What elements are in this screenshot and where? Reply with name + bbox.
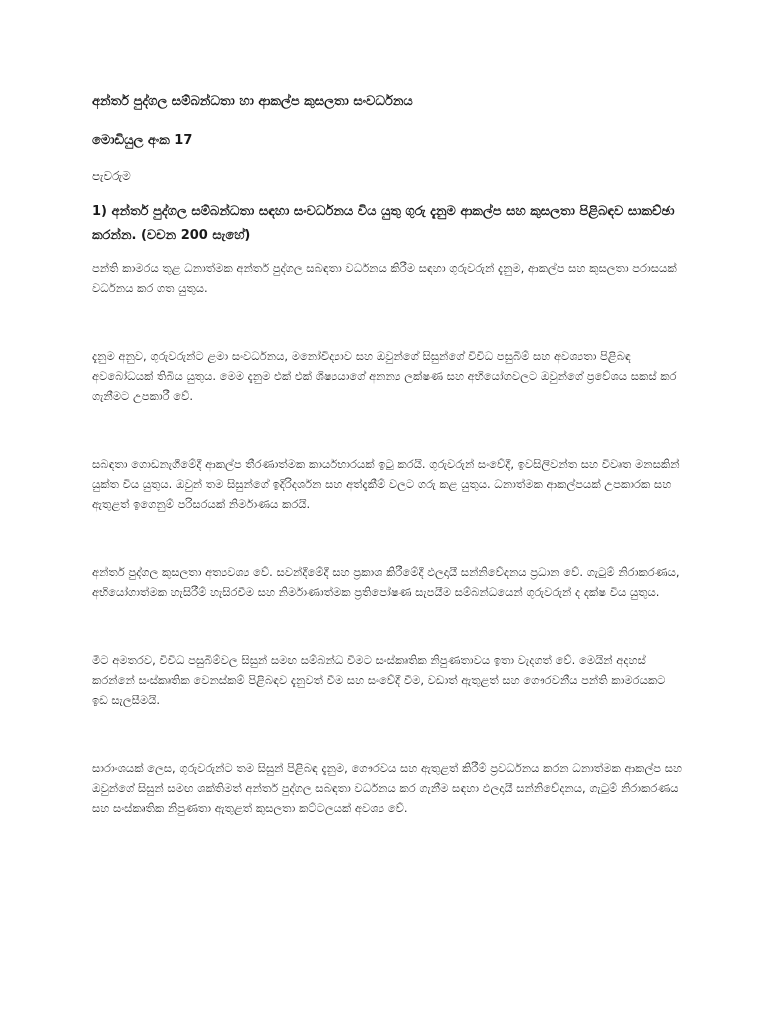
paragraph-cultural: මීට අමතරව, විවිධ පසුබිම්වල සිසුන් සමඟ සම්බන්ධ වීමට සංස්කෘතික නිපුණතාවය ඉතා වැදගත් වේ. මෙයින් අදහස් කරන්නේ සංස්කෘතික වෙනස්කම් පිළිබඳව දැනුවත් වීම සහ සංවේදී වීම, වඩාත් ඇතුළත් සහ ගෞරවනීය පන්ති කාමරයකට ඉඩ සැලසීමයි.	[92, 653, 666, 707]
paragraph-skills: අන්තර් පුද්ගල කුසලතා අත්‍යවශ්‍ය වේ. සවන්දීමේදී සහ ප්‍රකාශ කිරීමේදී ඵලදායී සන්නිවේදනය ප්‍රධාන වේ. ගැටුම් නිරාකරණය, අභියෝගාත්මක හැසිරීම් හැසිරවීම සහ නිර්මාණාත්මක ප්‍රතිපෝෂණ සැපයීම සම්බන්ධයෙන් ගුරුවරුන් ද දක්ෂ විය යුතුය.	[92, 565, 680, 599]
paragraph-intro: පන්ති කාමරය තුළ ධනාත්මක අන්තර් පුද්ගල සබඳතා වර්ධනය කිරීම සඳහා ගුරුවරුන් දැනුම, ආකල්ප සහ කුසලතා පරාසයක් වර්ධනය කර ගත යුතුය.	[92, 261, 677, 295]
section-label: පැවරුම	[92, 169, 131, 183]
paragraph-attitudes: සබඳතා ගොඩනැගීමේදී ආකල්ප තීරණාත්මක කාර්යභාරයක් ඉටු කරයි. ගුරුවරුන් සංවේදී, ඉවසිලිවන්ත සහ විවෘත මනසකින් යුක්ත විය යුතුය. ඔවුන් තම සිසුන්ගේ ඉදිරිදර්ශන සහ අත්දැකීම් වලට ගරු කළ යුතුය. ධනාත්මක ආකල්පයක් උපකාරක සහ ඇතුළත් ඉගෙනුම් පරිසරයක් නිර්මාණය කරයි.	[92, 457, 680, 511]
paragraph-knowledge: දැනුම අනුව, ගුරුවරුන්ට ළමා සංවර්ධනය, මනෝවිද්‍යාව සහ ඔවුන්ගේ සිසුන්ගේ විවිධ පසුබිම් සහ අවශ්‍යතා පිළිබඳ අවබෝධයක් තිබිය යුතුය. මෙම දැනුම එක් එක් ශිෂ්‍යයාගේ අනන්‍ය ලක්ෂණ සහ අභියෝගවලට ඔවුන්ගේ ප්‍රවේශය සකස් කර ගැනීමට උපකාරී වේ.	[92, 349, 677, 403]
paragraph-summary: සාරාංශයක් ලෙස, ගුරුවරුන්ට තම සිසුන් පිළිබඳ දැනුම, ගෞරවය සහ ඇතුළත් කිරීම් ප්‍රවර්ධනය කරන ධනාත්මක ආකල්ප සහ ඔවුන්ගේ සිසුන් සමඟ ශක්තිමත් අන්තර් පුද්ගල සබඳතා වර්ධනය කර ගැනීම සඳහා ඵලදායී සන්නිවේදනය, ගැටුම් නිරාකරණය සහ සංස්කෘතික නිපුණතා ඇතුළත් කුසලතා කට්ටලයක් අවශ්‍ය වේ.	[92, 761, 683, 815]
document-title: අන්තර් පුද්ගල සම්බන්ධතා හා ආකල්ප කුසලතා සංවර්ධනය	[92, 94, 413, 109]
module-number: මොඩියුල අංක 17	[92, 133, 193, 148]
question-heading: 1) අන්තර් පුද්ගල සම්බන්ධතා සඳහා සංවර්ධනය විය යුතු ගුරු දැනුම ආකල්ප සහ කුසලතා පිළිබඳව සාකච්ඡා කරන්න. (වචන 200 සැහේ)	[92, 204, 675, 243]
document-page	[92, 92, 684, 818]
